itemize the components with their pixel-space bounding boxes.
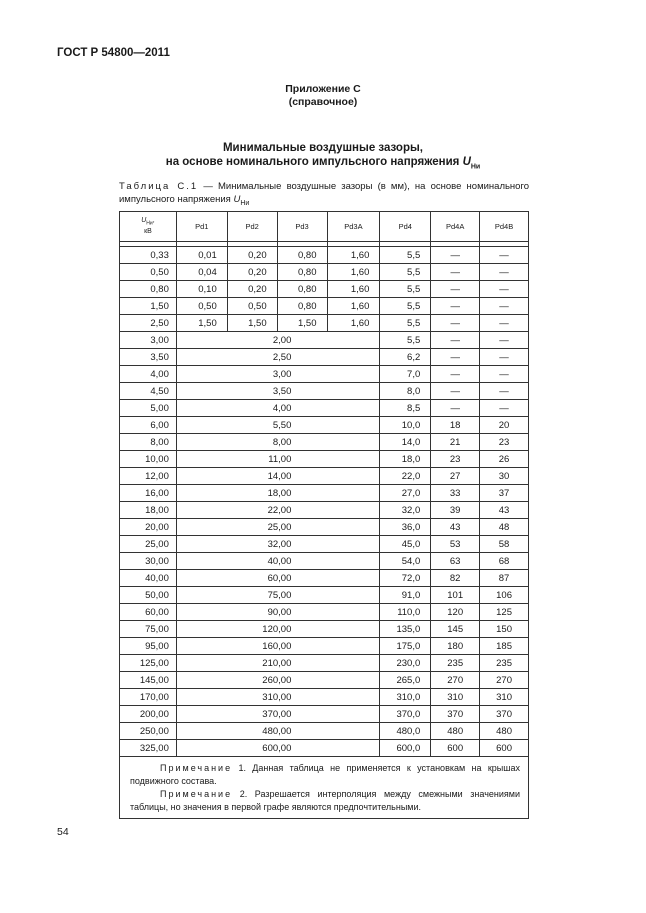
table-row bbox=[120, 349, 529, 366]
caption-text: — Минимальные воздушные зазоры (в мм), на основе номинального импульсного напряжения bbox=[119, 181, 530, 205]
cell-voltage: 0,33 bbox=[120, 247, 177, 264]
cell-pd1-pd3a-merged: 90,00 bbox=[176, 604, 379, 621]
cell-voltage: 75,00 bbox=[120, 621, 177, 638]
notes-row bbox=[120, 757, 529, 819]
table-row bbox=[120, 366, 529, 383]
cell-pd1-pd3a-merged: 120,00 bbox=[176, 621, 379, 638]
table-caption bbox=[119, 180, 529, 210]
cell-pd4a: 63 bbox=[431, 553, 480, 570]
cell-voltage: 325,00 bbox=[120, 740, 177, 757]
header-pd3a: Pd3A bbox=[327, 212, 380, 242]
cell-pd1-pd3a-merged: 22,00 bbox=[176, 502, 379, 519]
voltage-symbol-sub: Ни bbox=[470, 163, 481, 171]
header-pd3: Pd3 bbox=[277, 212, 327, 242]
table-row bbox=[120, 298, 529, 315]
cell-pd4: 175,0 bbox=[380, 638, 431, 655]
cell-pd4a: 145 bbox=[431, 621, 480, 638]
caption-symbol: U bbox=[233, 194, 241, 205]
cell-pd4: 600,0 bbox=[380, 740, 431, 757]
cell-pd4b: 26 bbox=[480, 451, 529, 468]
caption-symbol-sub: Ни bbox=[240, 199, 250, 207]
cell-pd4a: — bbox=[431, 383, 480, 400]
cell-pd1-pd3a-merged: 8,00 bbox=[176, 434, 379, 451]
cell-pd4a: — bbox=[431, 298, 480, 315]
cell-pd4b: 600 bbox=[480, 740, 529, 757]
cell-pd1-pd3a-merged: 210,00 bbox=[176, 655, 379, 672]
cell-pd4b: — bbox=[480, 264, 529, 281]
cell-pd4b: 37 bbox=[480, 485, 529, 502]
cell-voltage: 10,00 bbox=[120, 451, 177, 468]
cell-pd2: 0,50 bbox=[227, 298, 277, 315]
cell-pd4: 7,0 bbox=[380, 366, 431, 383]
table-row bbox=[120, 434, 529, 451]
cell-pd4: 72,0 bbox=[380, 570, 431, 587]
cell-pd4a: — bbox=[431, 281, 480, 298]
cell-pd1-pd3a-merged: 160,00 bbox=[176, 638, 379, 655]
table-row bbox=[120, 723, 529, 740]
table-row bbox=[120, 332, 529, 349]
cell-pd4a: 235 bbox=[431, 655, 480, 672]
cell-pd4a: — bbox=[431, 264, 480, 281]
cell-pd4a: 39 bbox=[431, 502, 480, 519]
note-2: Примечание 2. Разрешается интерполяция между смежными значениями таблицы, но значения в первой графе являются предпочтительными. bbox=[130, 789, 520, 812]
header-pd4b: Pd4B bbox=[480, 212, 529, 242]
cell-pd4b: 125 bbox=[480, 604, 529, 621]
voltage-symbol: U bbox=[462, 156, 471, 168]
cell-voltage: 95,00 bbox=[120, 638, 177, 655]
cell-pd1-pd3a-merged: 5,50 bbox=[176, 417, 379, 434]
cell-pd1-pd3a-merged: 310,00 bbox=[176, 689, 379, 706]
cell-pd3: 1,50 bbox=[277, 315, 327, 332]
cell-voltage: 30,00 bbox=[120, 553, 177, 570]
cell-pd1-pd3a-merged: 32,00 bbox=[176, 536, 379, 553]
cell-pd4: 5,5 bbox=[380, 281, 431, 298]
cell-pd1-pd3a-merged: 3,00 bbox=[176, 366, 379, 383]
table-notes bbox=[120, 757, 529, 819]
cell-pd1-pd3a-merged: 3,50 bbox=[176, 383, 379, 400]
cell-pd4a: 180 bbox=[431, 638, 480, 655]
cell-pd4b: — bbox=[480, 332, 529, 349]
cell-voltage: 20,00 bbox=[120, 519, 177, 536]
cell-pd4: 54,0 bbox=[380, 553, 431, 570]
table-row bbox=[120, 638, 529, 655]
cell-pd4b: 87 bbox=[480, 570, 529, 587]
cell-pd4b: — bbox=[480, 366, 529, 383]
cell-pd1: 0,04 bbox=[176, 264, 227, 281]
table-row bbox=[120, 553, 529, 570]
cell-pd4a: 21 bbox=[431, 434, 480, 451]
cell-pd4a: — bbox=[431, 349, 480, 366]
cell-voltage: 3,50 bbox=[120, 349, 177, 366]
cell-voltage: 60,00 bbox=[120, 604, 177, 621]
cell-pd4: 5,5 bbox=[380, 332, 431, 349]
cell-pd4a: 33 bbox=[431, 485, 480, 502]
cell-pd1-pd3a-merged: 600,00 bbox=[176, 740, 379, 757]
cell-voltage: 170,00 bbox=[120, 689, 177, 706]
cell-pd4: 36,0 bbox=[380, 519, 431, 536]
cell-pd4a: 120 bbox=[431, 604, 480, 621]
cell-voltage: 8,00 bbox=[120, 434, 177, 451]
table-row bbox=[120, 451, 529, 468]
cell-pd1-pd3a-merged: 480,00 bbox=[176, 723, 379, 740]
cell-pd4: 230,0 bbox=[380, 655, 431, 672]
cell-pd4a: 600 bbox=[431, 740, 480, 757]
cell-pd4b: 43 bbox=[480, 502, 529, 519]
table-row bbox=[120, 689, 529, 706]
table-row bbox=[120, 247, 529, 264]
cell-pd4: 91,0 bbox=[380, 587, 431, 604]
cell-pd4b: 68 bbox=[480, 553, 529, 570]
cell-pd3: 0,80 bbox=[277, 281, 327, 298]
cell-pd4: 135,0 bbox=[380, 621, 431, 638]
table-row bbox=[120, 706, 529, 723]
cell-pd4: 5,5 bbox=[380, 315, 431, 332]
cell-pd4: 32,0 bbox=[380, 502, 431, 519]
cell-pd1-pd3a-merged: 25,00 bbox=[176, 519, 379, 536]
cell-pd4b: 58 bbox=[480, 536, 529, 553]
cell-pd4a: — bbox=[431, 400, 480, 417]
standard-header: ГОСТ Р 54800—2011 bbox=[57, 47, 170, 59]
title-line-1: Минимальные воздушные зазоры, bbox=[222, 142, 424, 154]
cell-pd4: 265,0 bbox=[380, 672, 431, 689]
clearance-table bbox=[119, 211, 529, 819]
cell-pd1-pd3a-merged: 75,00 bbox=[176, 587, 379, 604]
table-row bbox=[120, 587, 529, 604]
cell-voltage: 4,50 bbox=[120, 383, 177, 400]
header-pd2: Pd2 bbox=[227, 212, 277, 242]
cell-voltage: 12,00 bbox=[120, 468, 177, 485]
cell-pd4b: — bbox=[480, 383, 529, 400]
table-row bbox=[120, 468, 529, 485]
table-row bbox=[120, 655, 529, 672]
cell-pd4a: 82 bbox=[431, 570, 480, 587]
cell-pd3: 0,80 bbox=[277, 298, 327, 315]
cell-pd4a: 480 bbox=[431, 723, 480, 740]
cell-pd4a: 53 bbox=[431, 536, 480, 553]
table-row bbox=[120, 604, 529, 621]
cell-pd4: 370,0 bbox=[380, 706, 431, 723]
cell-voltage: 0,80 bbox=[120, 281, 177, 298]
cell-pd1-pd3a-merged: 4,00 bbox=[176, 400, 379, 417]
table-row bbox=[120, 621, 529, 638]
cell-pd4: 5,5 bbox=[380, 264, 431, 281]
annex-title: Приложение С bbox=[285, 83, 361, 95]
cell-pd4a: 43 bbox=[431, 519, 480, 536]
table-row bbox=[120, 383, 529, 400]
cell-pd1: 1,50 bbox=[176, 315, 227, 332]
cell-voltage: 200,00 bbox=[120, 706, 177, 723]
header-pd4a: Pd4A bbox=[431, 212, 480, 242]
cell-pd4: 110,0 bbox=[380, 604, 431, 621]
cell-pd4b: — bbox=[480, 298, 529, 315]
cell-pd4a: — bbox=[431, 247, 480, 264]
cell-pd3a: 1,60 bbox=[327, 247, 380, 264]
table-row bbox=[120, 264, 529, 281]
cell-voltage: 4,00 bbox=[120, 366, 177, 383]
cell-pd4: 6,2 bbox=[380, 349, 431, 366]
cell-pd2: 0,20 bbox=[227, 247, 277, 264]
cell-pd4: 45,0 bbox=[380, 536, 431, 553]
cell-pd4: 5,5 bbox=[380, 247, 431, 264]
title-line-2: на основе номинального импульсного напряжения $U_{Ни}$ bbox=[165, 156, 481, 171]
cell-pd4: 10,0 bbox=[380, 417, 431, 434]
cell-pd4: 310,0 bbox=[380, 689, 431, 706]
cell-pd4b: 480 bbox=[480, 723, 529, 740]
cell-voltage: 40,00 bbox=[120, 570, 177, 587]
cell-voltage: 145,00 bbox=[120, 672, 177, 689]
note-1: Примечание 1. Данная таблица не применяется к установкам на крышах подвижного состава. bbox=[130, 763, 520, 786]
document-title bbox=[0, 141, 646, 174]
cell-pd4a: 101 bbox=[431, 587, 480, 604]
cell-pd4: 480,0 bbox=[380, 723, 431, 740]
cell-pd4: 27,0 bbox=[380, 485, 431, 502]
cell-pd4a: 370 bbox=[431, 706, 480, 723]
header-pd1: Pd1 bbox=[176, 212, 227, 242]
cell-pd1: 0,10 bbox=[176, 281, 227, 298]
cell-pd4: 22,0 bbox=[380, 468, 431, 485]
cell-pd4b: 30 bbox=[480, 468, 529, 485]
cell-pd1-pd3a-merged: 18,00 bbox=[176, 485, 379, 502]
cell-pd4a: — bbox=[431, 366, 480, 383]
table-row bbox=[120, 417, 529, 434]
table-row bbox=[120, 485, 529, 502]
page-number: 54 bbox=[57, 826, 69, 838]
cell-pd4a: — bbox=[431, 332, 480, 349]
cell-pd1-pd3a-merged: 40,00 bbox=[176, 553, 379, 570]
caption-label: Таблица С.1 bbox=[119, 181, 199, 192]
cell-pd2: 0,20 bbox=[227, 281, 277, 298]
cell-pd4b: 106 bbox=[480, 587, 529, 604]
cell-pd4b: 20 bbox=[480, 417, 529, 434]
cell-voltage: 50,00 bbox=[120, 587, 177, 604]
cell-pd4b: 185 bbox=[480, 638, 529, 655]
table-row bbox=[120, 740, 529, 757]
table-row bbox=[120, 570, 529, 587]
cell-pd4b: 150 bbox=[480, 621, 529, 638]
cell-pd1-pd3a-merged: 14,00 bbox=[176, 468, 379, 485]
cell-pd3a: 1,60 bbox=[327, 298, 380, 315]
table-header-row bbox=[120, 212, 529, 242]
cell-pd4b: 370 bbox=[480, 706, 529, 723]
cell-voltage: 5,00 bbox=[120, 400, 177, 417]
cell-pd4a: — bbox=[431, 315, 480, 332]
table-row bbox=[120, 536, 529, 553]
header-voltage: $U_{Ни}$, кВ bbox=[120, 212, 177, 242]
cell-pd4a: 23 bbox=[431, 451, 480, 468]
cell-pd4: 8,0 bbox=[380, 383, 431, 400]
cell-pd1-pd3a-merged: 370,00 bbox=[176, 706, 379, 723]
annex-heading bbox=[0, 83, 646, 109]
cell-pd1-pd3a-merged: 260,00 bbox=[176, 672, 379, 689]
cell-pd4: 5,5 bbox=[380, 298, 431, 315]
cell-pd4b: — bbox=[480, 349, 529, 366]
cell-pd4b: 235 bbox=[480, 655, 529, 672]
cell-pd4a: 18 bbox=[431, 417, 480, 434]
header-pd4: Pd4 bbox=[380, 212, 431, 242]
cell-pd4b: 48 bbox=[480, 519, 529, 536]
cell-pd4b: — bbox=[480, 315, 529, 332]
cell-pd3: 0,80 bbox=[277, 247, 327, 264]
cell-voltage: 25,00 bbox=[120, 536, 177, 553]
cell-voltage: 3,00 bbox=[120, 332, 177, 349]
cell-pd2: 1,50 bbox=[227, 315, 277, 332]
cell-pd4a: 27 bbox=[431, 468, 480, 485]
cell-pd1-pd3a-merged: 2,00 bbox=[176, 332, 379, 349]
cell-voltage: 6,00 bbox=[120, 417, 177, 434]
cell-pd1: 0,50 bbox=[176, 298, 227, 315]
cell-pd4b: — bbox=[480, 247, 529, 264]
table-row bbox=[120, 281, 529, 298]
cell-pd1-pd3a-merged: 2,50 bbox=[176, 349, 379, 366]
cell-pd4b: 310 bbox=[480, 689, 529, 706]
table-row bbox=[120, 502, 529, 519]
cell-voltage: 250,00 bbox=[120, 723, 177, 740]
cell-pd3a: 1,60 bbox=[327, 281, 380, 298]
cell-voltage: 0,50 bbox=[120, 264, 177, 281]
cell-pd2: 0,20 bbox=[227, 264, 277, 281]
cell-voltage: 1,50 bbox=[120, 298, 177, 315]
cell-pd4b: — bbox=[480, 281, 529, 298]
table-row bbox=[120, 519, 529, 536]
table-row bbox=[120, 672, 529, 689]
cell-pd4a: 270 bbox=[431, 672, 480, 689]
table-row bbox=[120, 400, 529, 417]
cell-pd4b: — bbox=[480, 400, 529, 417]
cell-pd1: 0,01 bbox=[176, 247, 227, 264]
annex-subtitle: (справочное) bbox=[288, 96, 358, 108]
cell-pd4b: 270 bbox=[480, 672, 529, 689]
cell-voltage: 18,00 bbox=[120, 502, 177, 519]
cell-pd3: 0,80 bbox=[277, 264, 327, 281]
cell-pd1-pd3a-merged: 60,00 bbox=[176, 570, 379, 587]
cell-pd3a: 1,60 bbox=[327, 264, 380, 281]
cell-pd4: 18,0 bbox=[380, 451, 431, 468]
table-row bbox=[120, 315, 529, 332]
cell-pd3a: 1,60 bbox=[327, 315, 380, 332]
cell-voltage: 16,00 bbox=[120, 485, 177, 502]
cell-pd4b: 23 bbox=[480, 434, 529, 451]
cell-pd4a: 310 bbox=[431, 689, 480, 706]
cell-pd4: 8,5 bbox=[380, 400, 431, 417]
cell-pd1-pd3a-merged: 11,00 bbox=[176, 451, 379, 468]
cell-voltage: 2,50 bbox=[120, 315, 177, 332]
cell-voltage: 125,00 bbox=[120, 655, 177, 672]
cell-pd4: 14,0 bbox=[380, 434, 431, 451]
